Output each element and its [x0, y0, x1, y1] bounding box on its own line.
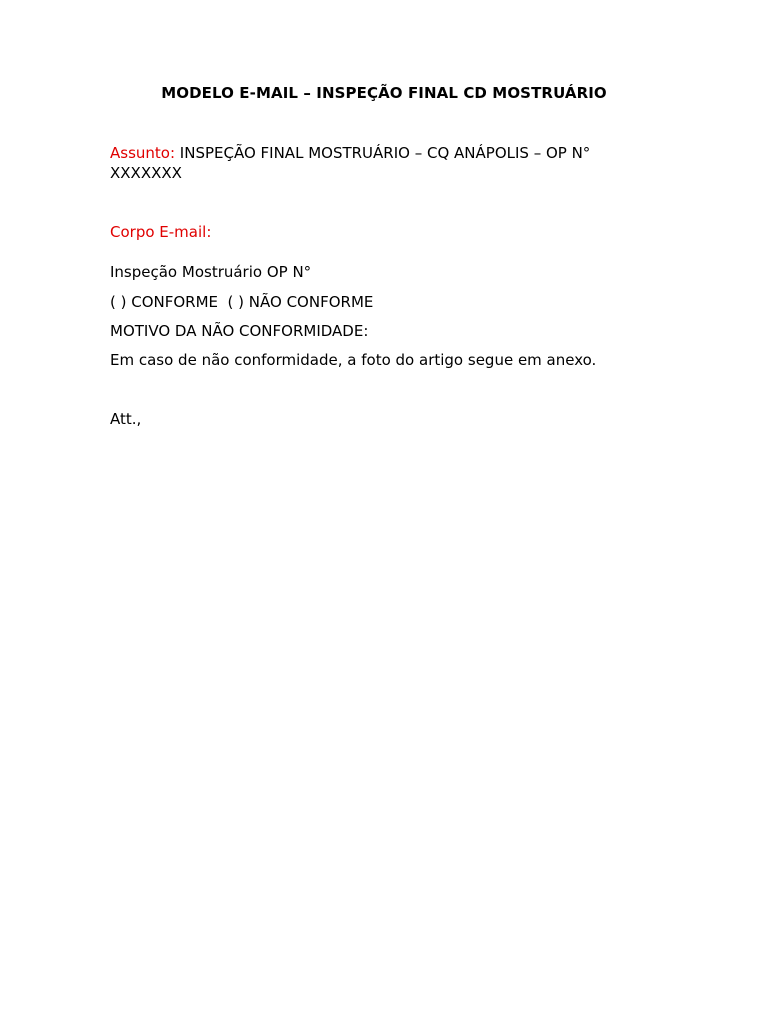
body-line-reason: MOTIVO DA NÃO CONFORMIDADE:: [110, 322, 369, 340]
body-line-attachment-note: Em caso de não conformidade, a foto do artigo segue em anexo.: [110, 351, 597, 369]
subject-label: Assunto:: [110, 144, 176, 162]
body-label: Corpo E-mail:: [110, 223, 212, 241]
document-title: MODELO E-MAIL – INSPEÇÃO FINAL CD MOSTRUÁRIO: [161, 84, 607, 102]
closing-signature: Att.,: [110, 410, 142, 428]
body-line-conformity-options: ( ) CONFORME ( ) NÃO CONFORME: [110, 293, 374, 311]
subject-line: [110, 143, 630, 183]
subject-value: INSPEÇÃO FINAL MOSTRUÁRIO – CQ ANÁPOLIS – OP N° XXXXXXX: [110, 144, 591, 182]
body-line-op-number: Inspeção Mostruário OP N°: [110, 263, 312, 281]
